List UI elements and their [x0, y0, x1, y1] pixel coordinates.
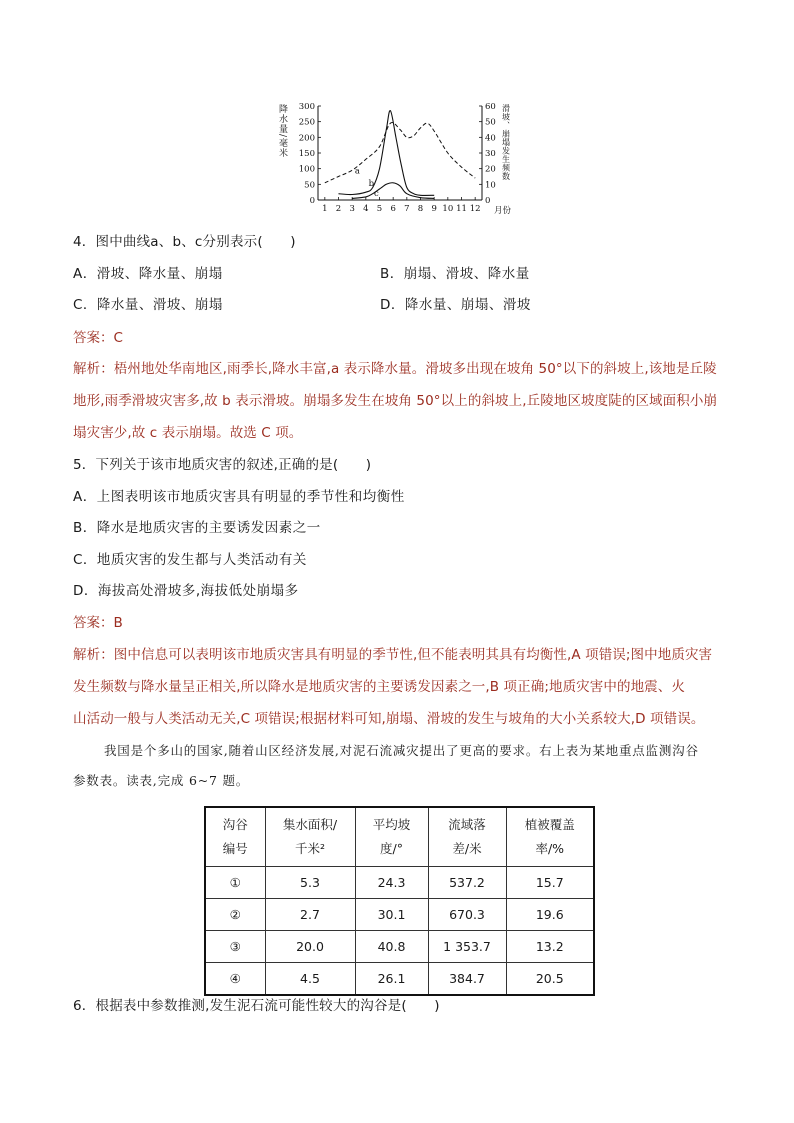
table-header-mean-slope: 平均坡 度/°: [355, 807, 428, 867]
table-cell: 670.3: [428, 899, 506, 931]
x-tick-label: 10: [442, 204, 454, 214]
table-row: [205, 899, 594, 931]
question-4-option-a[interactable]: A．滑坡、降水量、崩塌: [73, 266, 223, 282]
series-line-b: [339, 111, 435, 196]
intro-paragraph-line: 参数表。读表,完成 6~7 题。: [73, 773, 250, 788]
table-cell: 1 353.7: [428, 931, 506, 963]
question-4-explanation-line: 解析：梧州地处华南地区,雨季长,降水丰富,a 表示降水量。滑坡多出现在坡角 50°以下的斜坡上,该地是丘陵: [73, 361, 717, 377]
question-5-option-c[interactable]: C．地质灾害的发生都与人类活动有关: [73, 552, 307, 568]
question-5-option-b[interactable]: B．降水是地质灾害的主要诱发因素之一: [73, 520, 321, 536]
y-tick-label-left: 250: [298, 117, 315, 128]
question-4-stem: 4．图中曲线a、b、c分别表示( ): [73, 234, 296, 250]
x-tick-label: 3: [349, 204, 355, 214]
table-cell: ④: [205, 963, 265, 996]
question-5-explanation-line: 解析：图中信息可以表明该市地质灾害具有明显的季节性,但不能表明其具有均衡性,A 项错误;图中地质灾害: [73, 647, 713, 663]
x-tick-label: 8: [417, 204, 424, 214]
y-tick-label-left: 150: [298, 149, 315, 159]
gully-parameter-table: [204, 806, 595, 996]
table-cell: 30.1: [355, 899, 428, 931]
y-tick-label-left: 300: [298, 102, 315, 112]
series-line-a: [325, 123, 475, 183]
table-row: [205, 931, 594, 963]
question-4-explanation-line: 地形,雨季滑坡灾害多,故 b 表示滑坡。崩塌多发生在坡角 50°以上的斜坡上,丘陵地区坡度陡的区域面积小崩: [73, 393, 718, 409]
table-cell: 13.2: [506, 931, 594, 963]
x-tick-label: 9: [431, 204, 437, 214]
table-cell: ③: [205, 931, 265, 963]
table-header-catchment-area: 集水面积/ 千米²: [265, 807, 355, 867]
x-tick-label: 4: [363, 204, 369, 214]
table-cell: 19.6: [506, 899, 594, 931]
table-cell: 4.5: [265, 963, 355, 996]
table-cell: 15.7: [506, 867, 594, 899]
y-tick-label-right: 20: [485, 164, 496, 175]
x-tick-label: 6: [390, 204, 396, 214]
question-4-option-b[interactable]: B．崩塌、滑坡、降水量: [380, 266, 530, 282]
question-4-option-c[interactable]: C．降水量、滑坡、崩塌: [73, 297, 223, 313]
question-4-answer: 答案：C: [73, 330, 123, 346]
table-cell: ①: [205, 867, 265, 899]
table-cell: 24.3: [355, 867, 428, 899]
table-cell: 384.7: [428, 963, 506, 996]
question-6-stem: 6．根据表中参数推测,发生泥石流可能性较大的沟谷是( ): [73, 998, 440, 1014]
question-4-explanation-line: 塌灾害少,故 c 表示崩塌。故选 C 项。: [73, 425, 303, 441]
x-tick-label: 11: [456, 204, 467, 214]
table-header-gully-id: 沟谷 编号: [205, 807, 265, 867]
table-header-relief: 流域落 差/米: [428, 807, 506, 867]
table-cell: ②: [205, 899, 265, 931]
question-5-explanation-line: 山活动一般与人类活动无关,C 项错误;根据材料可知,崩塌、滑坡的发生与坡角的大小关系较大,D 项错误。: [73, 711, 705, 727]
y-axis-label-right: 滑坡、崩塌发生频数: [501, 104, 511, 181]
table-cell: 2.7: [265, 899, 355, 931]
table-cell: 40.8: [355, 931, 428, 963]
y-tick-label-left: 50: [304, 180, 315, 191]
y-tick-label-left: 200: [298, 133, 315, 144]
table-header-vegetation-cover: 植被覆盖 率/%: [506, 807, 594, 867]
y-tick-label-right: 10: [485, 180, 496, 191]
table-row: [205, 963, 594, 996]
y-tick-label-right: 40: [485, 133, 496, 144]
x-tick-label: 5: [376, 204, 383, 214]
x-tick-label: 7: [404, 204, 410, 214]
question-5-option-d[interactable]: D．海拔高处滑坡多,海拔低处崩塌多: [73, 583, 299, 599]
x-tick-label: 1: [322, 204, 328, 214]
question-5-answer: 答案：B: [73, 615, 123, 631]
question-4-option-d[interactable]: D．降水量、崩塌、滑坡: [380, 297, 531, 313]
table-cell: 537.2: [428, 867, 506, 899]
curve-label-a: a: [354, 166, 360, 177]
y-tick-label-right: 30: [485, 149, 496, 159]
precipitation-landslide-chart: [270, 96, 520, 220]
y-tick-label-left: 0: [309, 196, 315, 206]
table-header-row: [205, 807, 594, 867]
y-tick-label-right: 0: [485, 196, 491, 206]
x-tick-label: 2: [335, 204, 342, 214]
x-axis-label: 月份: [494, 206, 512, 216]
curve-label-c: c: [374, 189, 379, 200]
question-5-option-a[interactable]: A．上图表明该市地质灾害具有明显的季节性和均衡性: [73, 489, 405, 505]
table-cell: 20.5: [506, 963, 594, 996]
y-tick-label-left: 100: [298, 164, 315, 175]
x-tick-label: 12: [469, 204, 481, 214]
table-row: [205, 867, 594, 899]
table-cell: 26.1: [355, 963, 428, 996]
question-5-stem: 5．下列关于该市地质灾害的叙述,正确的是( ): [73, 457, 372, 473]
table-cell: 20.0: [265, 931, 355, 963]
question-5-explanation-line: 发生频数与降水量呈正相关,所以降水是地质灾害的主要诱发因素之一,B 项正确;地质灾害中的地震、火: [73, 679, 685, 695]
table-cell: 5.3: [265, 867, 355, 899]
y-tick-label-right: 60: [485, 102, 496, 112]
y-axis-label-left: 降水量/毫米: [277, 104, 287, 159]
y-tick-label-right: 50: [485, 117, 496, 128]
series-line-c: [352, 183, 434, 199]
curve-label-b: b: [368, 178, 375, 189]
intro-paragraph-line: 我国是个多山的国家,随着山区经济发展,对泥石流减灾提出了更高的要求。右上表为某地重点监测沟谷: [104, 743, 699, 758]
